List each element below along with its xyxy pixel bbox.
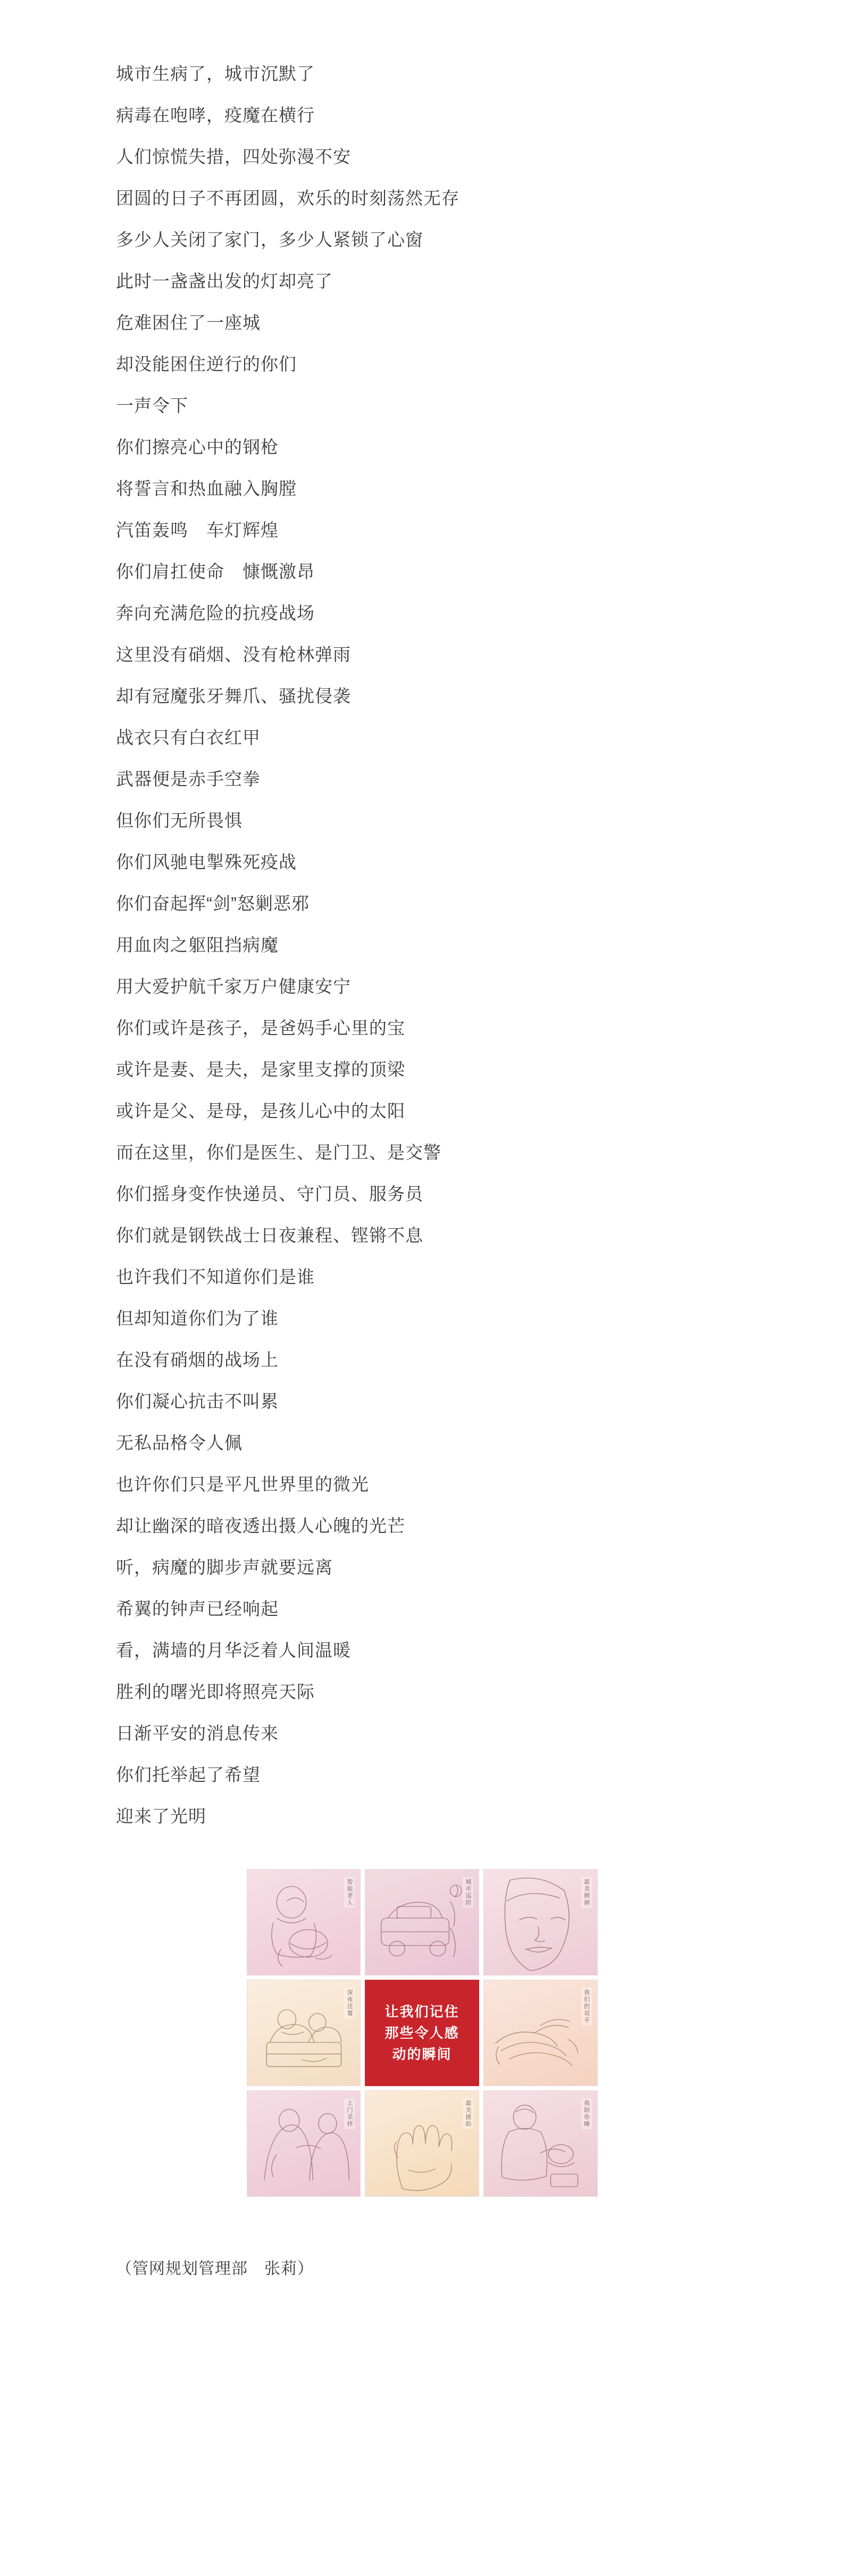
poem-line: 胜利的曙光即将照亮天际: [116, 1682, 315, 1702]
poem-line: 你们肩扛使命 慷慨激昂: [116, 562, 315, 581]
poem-line: 看，满墙的月华泛着人间温暖: [116, 1640, 351, 1660]
sketch-home-sampling-icon: [247, 2091, 361, 2196]
poem-line: 武器便是赤手空拳: [116, 769, 261, 789]
poem-line: 或许是父、是母，是孩儿心中的太阳: [116, 1101, 405, 1121]
illustration-portrait: [483, 1869, 598, 1975]
poem-line: 你们或许是孩子，是爸妈手心里的宝: [116, 1018, 405, 1038]
poem-line: 在没有硝烟的战场上: [116, 1350, 279, 1370]
poem-line: 但你们无所畏惧: [116, 811, 243, 830]
poem-line: 人们惊慌失措，四处弥漫不安: [116, 147, 351, 166]
poem-line: 病毒在咆哮，疫魔在横行: [116, 105, 315, 125]
illustration-companion: [483, 2090, 598, 2197]
illustration-tag: 最美侧颜: [581, 1877, 592, 1908]
poem-line: 将誓言和热血融入胸膛: [116, 479, 297, 498]
illustration-tag: 上门采样: [344, 2098, 355, 2129]
sketch-elderly-care-icon: [247, 1870, 361, 1975]
center-title-line-1: 让我们记住: [385, 2004, 459, 2020]
author-signature: （管网规划管理部 张莉）: [116, 2260, 314, 2278]
illustration-night-delivery: [247, 1980, 361, 2086]
poem-line: 你们托举起了希望: [116, 1765, 261, 1785]
center-title-text: [385, 2001, 459, 2065]
poem-line: 也许我们不知道你们是谁: [116, 1267, 315, 1287]
illustration-elderly-care: [247, 1869, 361, 1975]
poem-line: 也许你们只是平凡世界里的微光: [116, 1474, 369, 1494]
illustration-tag: 深夜送餐: [344, 1988, 355, 2019]
sketch-portrait-icon: [484, 1870, 597, 1975]
poem-line: 汽笛轰鸣 车灯辉煌: [116, 520, 279, 540]
poem-line: 用血肉之躯阻挡病魔: [116, 935, 279, 955]
poem-line: 战衣只有白衣红甲: [116, 728, 261, 747]
poem-line: 你们擦亮心中的钢枪: [116, 437, 279, 457]
poem-line: 你们奋起挥“剑”怒剿恶邪: [116, 894, 310, 913]
illustration-tag: 我陪你睡: [581, 2098, 592, 2129]
poem-line: 一声令下: [116, 396, 188, 415]
poem-line: 日渐平安的消息传来: [116, 1723, 279, 1743]
center-title-line-3: 动的瞬间: [392, 2046, 452, 2062]
illustration-hands: [483, 1980, 598, 2086]
poem-line: 但却知道你们为了谁: [116, 1308, 279, 1328]
illustration-gallery: [247, 1869, 598, 2197]
poem-line: 迎来了光明: [116, 1806, 206, 1826]
illustration-tag: 城市巡防: [463, 1877, 473, 1908]
sketch-helping-hands-icon: [365, 2091, 479, 2196]
poem-line: 你们风驰电掣殊死疫战: [116, 852, 297, 872]
poem-line: 却让幽深的暗夜透出摄人心魄的光芒: [116, 1516, 405, 1536]
poem-line: 你们凝心抗击不叫累: [116, 1391, 279, 1411]
center-title-line-2: 那些令人感: [385, 2025, 459, 2041]
poem-line: 而在这里，你们是医生、是门卫、是交警: [116, 1143, 441, 1162]
illustration-tag: 我们的双手: [581, 1988, 592, 2025]
poem-line: 多少人关闭了家门，多少人紧锁了心窗: [116, 230, 423, 249]
poem-line: 无私品格令人佩: [116, 1433, 243, 1453]
illustration-tag: 最美援助: [463, 2098, 473, 2129]
center-title-card: [365, 1980, 479, 2086]
poem-body: [0, 53, 844, 1837]
poem-line: 希翼的钟声已经响起: [116, 1599, 279, 1619]
illustration-home-sampling: [247, 2090, 361, 2197]
illustration-gallery-container: [0, 1869, 844, 2197]
poem-line: 用大爱护航千家万户健康安宁: [116, 977, 351, 996]
poem-line: 这里没有硝烟、没有枪林弹雨: [116, 645, 351, 664]
illustration-helping-hands: [365, 2090, 479, 2197]
poem-line: 却有冠魔张牙舞爪、骚扰侵袭: [116, 686, 351, 706]
sketch-hands-icon: [484, 1980, 597, 2086]
sketch-companion-icon: [484, 2091, 597, 2196]
poem-line: 此时一盏盏出发的灯却亮了: [116, 271, 333, 291]
poem-line: 却没能困住逆行的你们: [116, 354, 297, 374]
poem-line: 你们就是钢铁战士日夜兼程、铿锵不息: [116, 1226, 423, 1245]
poem-line: 听，病魔的脚步声就要远离: [116, 1557, 333, 1577]
poem-line: 团圆的日子不再团圆，欢乐的时刻荡然无存: [116, 188, 459, 208]
poem-line: 或许是妻、是夫，是家里支撑的顶梁: [116, 1060, 405, 1079]
poem-line: 危难困住了一座城: [116, 313, 261, 332]
illustration-city-patrol: [365, 1869, 479, 1975]
poem-line: 奔向充满危险的抗疫战场: [116, 603, 315, 623]
poem-line: 城市生病了，城市沉默了: [116, 64, 315, 84]
sketch-night-delivery-icon: [247, 1980, 361, 2086]
illustration-tag: 智能老人: [344, 1877, 355, 1908]
sketch-city-patrol-icon: [365, 1870, 479, 1975]
poem-line: 你们摇身变作快递员、守门员、服务员: [116, 1184, 423, 1204]
